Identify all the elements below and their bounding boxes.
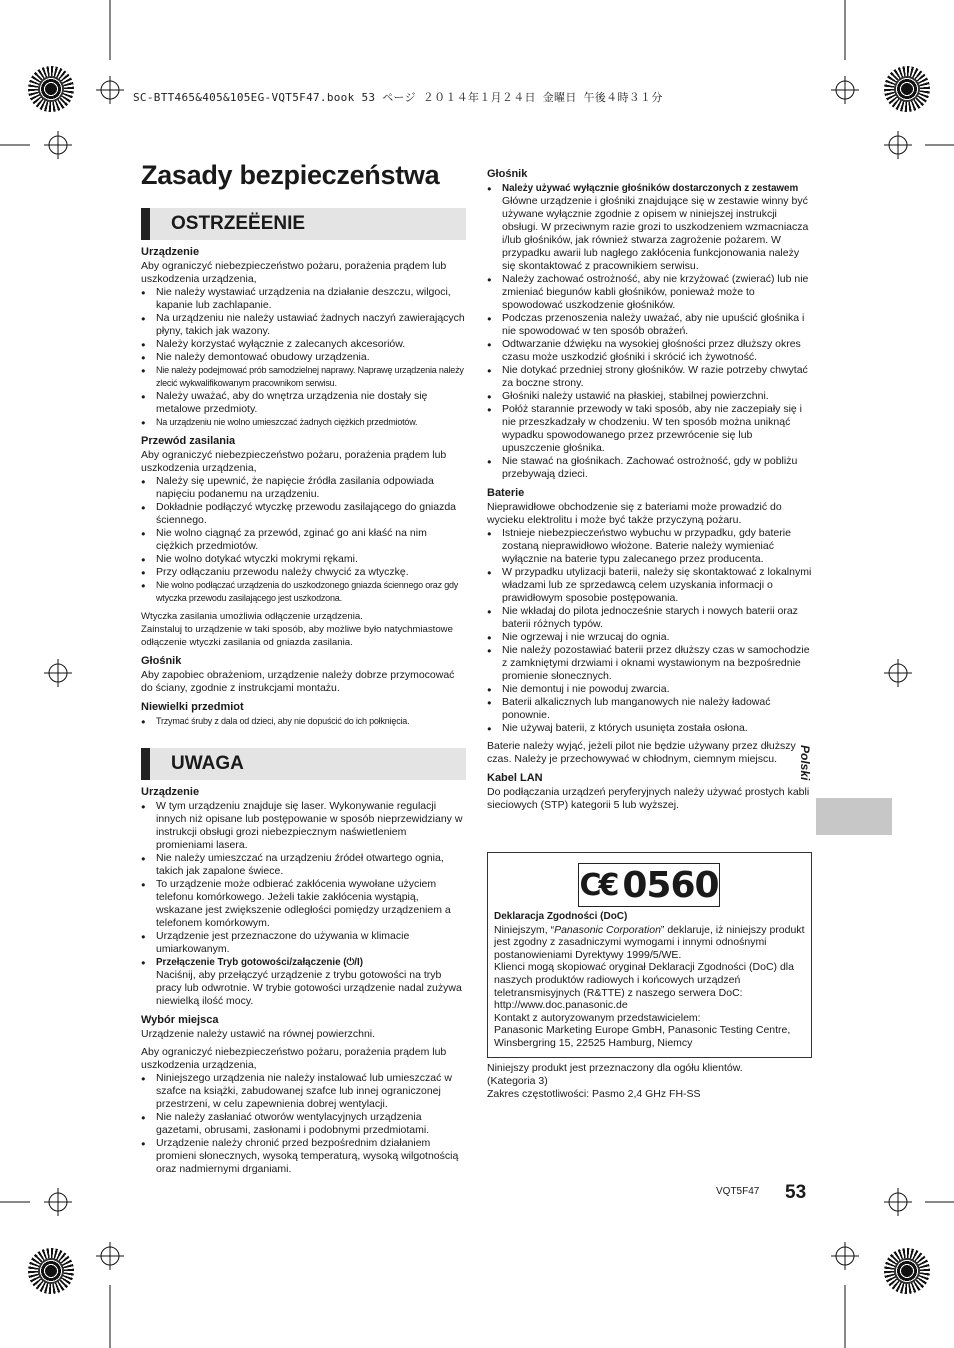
doc-text: Niniejszym, “ (494, 923, 555, 936)
list-item: ● Niniejszego urządzenia nie należy instalować lub umieszczać w szafce na książki, zabudowanej szafce lub innej ograniczonej przestrzeni, w celu zapewnienia dobrej wentylacji. (141, 1072, 466, 1111)
doc-text: ” deklaruje, iż niniejszy produkt jest zgodny z zasadniczymi wymogami i innymi odnośnymi postanowieniami Dyrektywy 1999/5/WE. (494, 923, 805, 961)
subheading: Urządzenie (141, 786, 200, 798)
subheading: Głośnik (141, 655, 182, 667)
paragraph: Aby ograniczyć niebezpieczeństwo pożaru, porażenia prądem lub uszkodzenia urządzenia, (141, 449, 447, 474)
list-item: ● Należy korzystać wyłącznie z zalecanych akcesoriów. (141, 338, 466, 351)
list-item: ● Należy zachować ostrożność, aby nie krzyżować (zwierać) lub nie zmieniać biegunów kabli głośników, ponieważ może to spowodować uszkodzenie głośników. (487, 273, 812, 312)
list-item: ● Podczas przenoszenia należy uważać, aby nie upuścić głośnika i nie spowodować w ten sposób obrażeń. (487, 312, 812, 338)
bullet-list (141, 800, 466, 1008)
list-item (487, 182, 812, 273)
list-item: ● Na urządzeniu nie wolno umieszczać żadnych ciężkich przedmiotów. (141, 416, 466, 429)
caution-heading-text: UWAGA (171, 753, 244, 774)
list-item: ● Głośniki należy ustawić na płaskiej, stabilnej powierzchni. (487, 390, 812, 403)
declaration-box (487, 852, 812, 1058)
paragraph: Do podłączania urządzeń peryferyjnych należy używać prostych kabli sieciowych (STP) kategorii 5 lub wyższej. (487, 786, 810, 811)
paragraph: Aby ograniczyć niebezpieczeństwo pożaru, porażenia prądem lub uszkodzenia urządzenia, (141, 1046, 447, 1071)
right-column (487, 162, 812, 812)
bullet-list (141, 475, 466, 605)
bullet-list (487, 182, 812, 481)
caution-heading (141, 748, 466, 780)
paragraph: Zakres częstotliwości: Pasmo 2,4 GHz FH-SS (487, 1088, 701, 1100)
list-item: ● Nie należy umieszczać na urządzeniu źródeł otwartego ognia, takich jak zapalone świece. (141, 852, 466, 878)
list-item: ● Przy odłączaniu przewodu należy chwycić za wtyczkę. (141, 566, 466, 579)
list-item: ● Dokładnie podłączyć wtyczkę przewodu zasilającego do gniazda ściennego. (141, 501, 466, 527)
list-item: ● Połóż starannie przewody w taki sposób, aby nie zaczepiały się i nie przeszkadzały w chodzeniu. W ten sposób można uniknąć wypadku spowodowanego przez przewrócenie się lub upuszczenie głośnika. (487, 403, 812, 455)
doc-address: Panasonic Marketing Europe GmbH, Panasonic Testing Centre, Winsbergring 15, 22525 Hamburg, Niemcy (494, 1024, 791, 1049)
list-item: ● Nie demontuj i nie powoduj zwarcia. (487, 683, 812, 696)
paragraph: Aby ograniczyć niebezpieczeństwo pożaru, porażenia prądem lub uszkodzenia urządzenia, (141, 260, 447, 285)
list-item: ● Nie wkładaj do pilota jednocześnie starych i nowych baterii oraz baterii różnych typów. (487, 605, 812, 631)
page-title: Zasady bezpieczeństwa (141, 160, 440, 190)
left-column (141, 208, 466, 1176)
list-item: ● W przypadku utylizacji baterii, należy się skontaktować z lokalnymi władzami lub ze sprzedawcą celem uzyskania informacji o prawidłowym sposobie postępowania. (487, 566, 812, 605)
subheading: Kabel LAN (487, 772, 543, 784)
list-item: ● Istnieje niebezpieczeństwo wybuchu w przypadku, gdy baterie zostaną nieprawidłowo włożone. Baterie należy wymieniać wyłącznie na baterie typu zalecanego przez producenta. (487, 527, 812, 566)
list-item: ● Nie używaj baterii, z których usunięta została osłona. (487, 722, 812, 735)
list-item: ● W tym urządzeniu znajduje się laser. Wykonywanie regulacji innych niż opisane lub postępowanie w sposób nieprzewidziany w instrukcji obsługi grozi niebezpiecznym naświetleniem promieniami lasera. (141, 800, 466, 852)
list-item: ● Nie stawać na głośnikach. Zachować ostrożność, gdy w pobliżu przebywają dzieci. (487, 455, 812, 481)
list-item: ● Nie należy pozostawiać baterii przez dłuższy czas w samochodzie z zamkniętymi drzwiami i oknami wystawionym na bezpośrednie promienie słonecznych. (487, 644, 812, 683)
language-tab (816, 798, 892, 835)
list-item: ● Odtwarzanie dźwięku na wysokiej głośności przez dłuższy okres czasu może uszkodzić głośniki i skrócić ich żywotność. (487, 338, 812, 364)
notified-body-number: 0560 (622, 864, 719, 906)
bullet-list (141, 715, 466, 728)
warning-heading (141, 208, 466, 240)
model-code: VQT5F47 (716, 1186, 760, 1197)
paragraph: Urządzenie należy ustawić na równej powierzchni. (141, 1028, 376, 1040)
subheading: Urządzenie (141, 246, 200, 258)
ce-mark-icon: C€ (579, 867, 617, 903)
subheading: Przewód zasilania (141, 435, 236, 447)
paragraph: Nieprawidłowe obchodzenie się z bateriami może prowadzić do wycieku elektrolitu i może być także przyczyną pożaru. (487, 501, 782, 526)
doc-title: Deklaracja Zgodności (DoC) (494, 911, 628, 922)
paragraph: Wtyczka zasilania umożliwia odłączenie urządzenia. Zainstaluj to urządzenie w taki sposób, aby możliwe było natychmiastowe odłączenie wtyczki zasilania od gniazda zasilania. (141, 611, 453, 648)
after-box-notes (487, 1062, 777, 1101)
list-item: ● Nie ogrzewaj i nie wrzucaj do ognia. (487, 631, 812, 644)
subheading: Baterie (487, 487, 525, 499)
list-item: ● Nie należy zasłaniać otworów wentylacyjnych urządzenia gazetami, obrusami, zasłonami i podobnymi przedmiotami. (141, 1111, 466, 1137)
subheading: Niewielki przedmiot (141, 701, 244, 713)
list-item: ● Baterii alkalicznych lub manganowych nie należy ładować ponownie. (487, 696, 812, 722)
list-item: ● Trzymać śruby z dala od dzieci, aby nie dopuścić do ich połknięcia. (141, 715, 466, 728)
doc-paragraph: Klienci mogą skopiować oryginał Deklaracji Zgodności (DoC) dla naszych produktów radiowych i końcowych urządzeń teletransmisyjnych (R&TTE) z naszego serwera DoC: (494, 961, 794, 999)
color-registration-disk-icon (884, 1248, 930, 1294)
speaker-warning-text: Główne urządzenie i głośniki znajdujące się w zestawie winny być używane wyłącznie zgodnie z opisem w niniejszej instrukcji obsługi. W przeciwnym razie grozi to uszkodzeniem wzmacniacza i/lub głośników, jak również stwarza zagrożenie pożarem. W przypadku awarii lub nagłego zakłócenia funkcjonowania należy się skontaktować z pracownikiem serwisu. (502, 195, 809, 272)
list-item: ● Nie dotykać przedniej strony głośników. W razie potrzeby chwytać za boczne strony. (487, 364, 812, 390)
list-item: ● Urządzenie jest przeznaczone do używania w klimacie umiarkowanym. (141, 930, 466, 956)
subheading: Wybór miejsca (141, 1014, 219, 1026)
language-label: Polski (798, 745, 812, 781)
color-registration-disk-icon (28, 1248, 74, 1294)
subheading: Głośnik (487, 168, 528, 180)
list-item: ● To urządzenie może odbierać zakłócenia wywołane użyciem telefonu komórkowego. Jeżeli takie zakłócenia wystąpią, wskazane jest zwiększenie odległości pomiędzy urządzeniem a telefonem komórkowym. (141, 878, 466, 930)
list-item (141, 956, 466, 1008)
list-item: ● Nie wolno ciągnąć za przewód, zginać go ani kłaść na nim ciężkich przedmiotów. (141, 527, 466, 553)
list-item: ● Na urządzeniu nie należy ustawiać żadnych naczyń zawierających płyny, takich jak wazony. (141, 312, 466, 338)
print-header-line: SC-BTT465&405&105EG-VQT5F47.book 53 ページ ２０１４年１月２４日 金曜日 午後４時３１分 (133, 91, 663, 104)
list-item: ● Nie należy wystawiać urządzenia na działanie deszczu, wilgoci, kapanie lub zachlapanie. (141, 286, 466, 312)
doc-paragraph (494, 924, 806, 962)
doc-paragraph: Kontakt z autoryzowanym przedstawicielem: (494, 1011, 701, 1024)
color-registration-disk-icon (28, 66, 74, 112)
list-item: ● Urządzenie należy chronić przed bezpośrednim działaniem promieni słonecznych, wysoką temperaturą, wysoką wilgotnością oraz nadmiernymi drganiami. (141, 1137, 466, 1176)
color-registration-disk-icon (884, 66, 930, 112)
list-item: ● Należy się upewnić, że napięcie źródła zasilania odpowiada napięciu podanemu na urządzeniu. (141, 475, 466, 501)
bullet-list (487, 527, 812, 735)
paragraph: Aby zapobiec obrażeniom, urządzenie należy dobrze przymocować do ściany, zgodnie z instrukcjami montażu. (141, 669, 455, 694)
switch-title: Przełączenie Tryb gotowości/załączenie (⏻/I) (156, 957, 364, 968)
bullet-list (141, 286, 466, 429)
bullet-list (141, 1072, 466, 1176)
speaker-warning-bold: Należy używać wyłącznie głośników dostarczonych z zestawem (502, 183, 799, 194)
ce-marking (578, 863, 720, 907)
switch-text: Naciśnij, aby przełączyć urządzenie z trybu gotowości na tryb pracy lub odwrotnie. W trybie gotowości urządzenie nadal zużywa niewielką ilość mocy. (156, 969, 462, 1007)
page-number: 53 (785, 1182, 807, 1203)
paragraph: Niniejszy produkt jest przeznaczony dla ogółu klientów. (Kategoria 3) (487, 1062, 743, 1087)
warning-heading-text: OSTRZEËENIE (171, 213, 306, 234)
list-item: ● Nie należy demontować obudowy urządzenia. (141, 351, 466, 364)
list-item: ● Nie wolno dotykać wtyczki mokrymi rękami. (141, 553, 466, 566)
doc-url: http://www.doc.panasonic.de (494, 999, 628, 1012)
list-item: ● Nie wolno podłączać urządzenia do uszkodzonego gniazda ściennego oraz gdy wtyczka przewodu zasilającego jest uszkodzona. (141, 579, 466, 605)
list-item: ● Nie należy podejmować prób samodzielnej naprawy. Naprawę urządzenia należy zlecić wykwalifikowanym pracownikom serwisu. (141, 364, 466, 390)
list-item: ● Należy uważać, aby do wnętrza urządzenia nie dostały się metalowe przedmioty. (141, 390, 466, 416)
paragraph: Baterie należy wyjąć, jeżeli pilot nie będzie używany przez dłuższy czas. Należy je przechowywać w chłodnym, ciemnym miejscu. (487, 740, 796, 765)
doc-company: Panasonic Corporation (554, 923, 661, 936)
